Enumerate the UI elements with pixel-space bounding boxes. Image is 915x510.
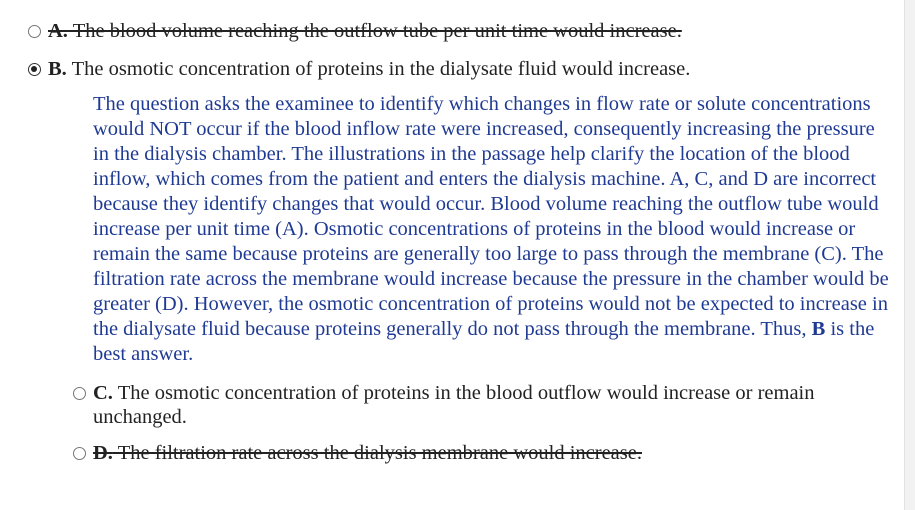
option-text: The osmotic concentration of proteins in the dialysate fluid would increase.	[66, 58, 691, 80]
option-text: The filtration rate across the dialysis membrane would increase.	[112, 442, 642, 464]
option-letter: D.	[93, 442, 113, 464]
option-text: The osmotic concentration of proteins in the blood outflow would increase or remain unchanged.	[93, 382, 815, 428]
option-letter: C.	[93, 382, 113, 404]
radio-button-a[interactable]	[28, 25, 41, 38]
option-letter: B.	[48, 58, 67, 80]
answer-option-c[interactable]	[93, 381, 853, 429]
option-letter: A.	[48, 20, 68, 42]
answer-option-b[interactable]	[48, 57, 878, 81]
radio-button-d[interactable]	[73, 447, 86, 460]
correct-answer-letter: B	[811, 318, 826, 340]
option-d-text-struck	[93, 442, 642, 464]
radio-button-c[interactable]	[73, 387, 86, 400]
answer-option-d[interactable]	[93, 441, 915, 465]
answer-explanation	[93, 92, 893, 367]
vertical-scrollbar[interactable]	[904, 0, 915, 510]
explanation-tail: is the best answer.	[93, 318, 875, 365]
option-text: The blood volume reaching the outflow tube per unit time would increase.	[67, 20, 682, 42]
radio-button-b-selected[interactable]	[28, 63, 41, 76]
answer-option-a[interactable]	[48, 19, 878, 43]
option-a-text-struck	[48, 20, 682, 42]
explanation-body: The question asks the examinee to identify which changes in flow rate or solute concentrations would NOT occur if the blood inflow rate were increased, consequently increasing the pressure in the dialysis chamber. The illustrations in the passage help clarify the location of the blood inflow, which comes from the patient and enters the dialysis machine. A, C, and D are incorrect because they identify changes that would occur. Blood volume reaching the outflow tube would increase per unit time (A). Osmotic concentrations of proteins in the blood would increase or remain the same because proteins are generally too large to pass through the membrane (C). The filtration rate across the membrane would increase because the pressure in the chamber would be greater (D). However, the osmotic concentration of proteins would not be expected to increase in the dialysate fluid because proteins generally do not pass through the membrane. Thus,	[93, 93, 889, 340]
